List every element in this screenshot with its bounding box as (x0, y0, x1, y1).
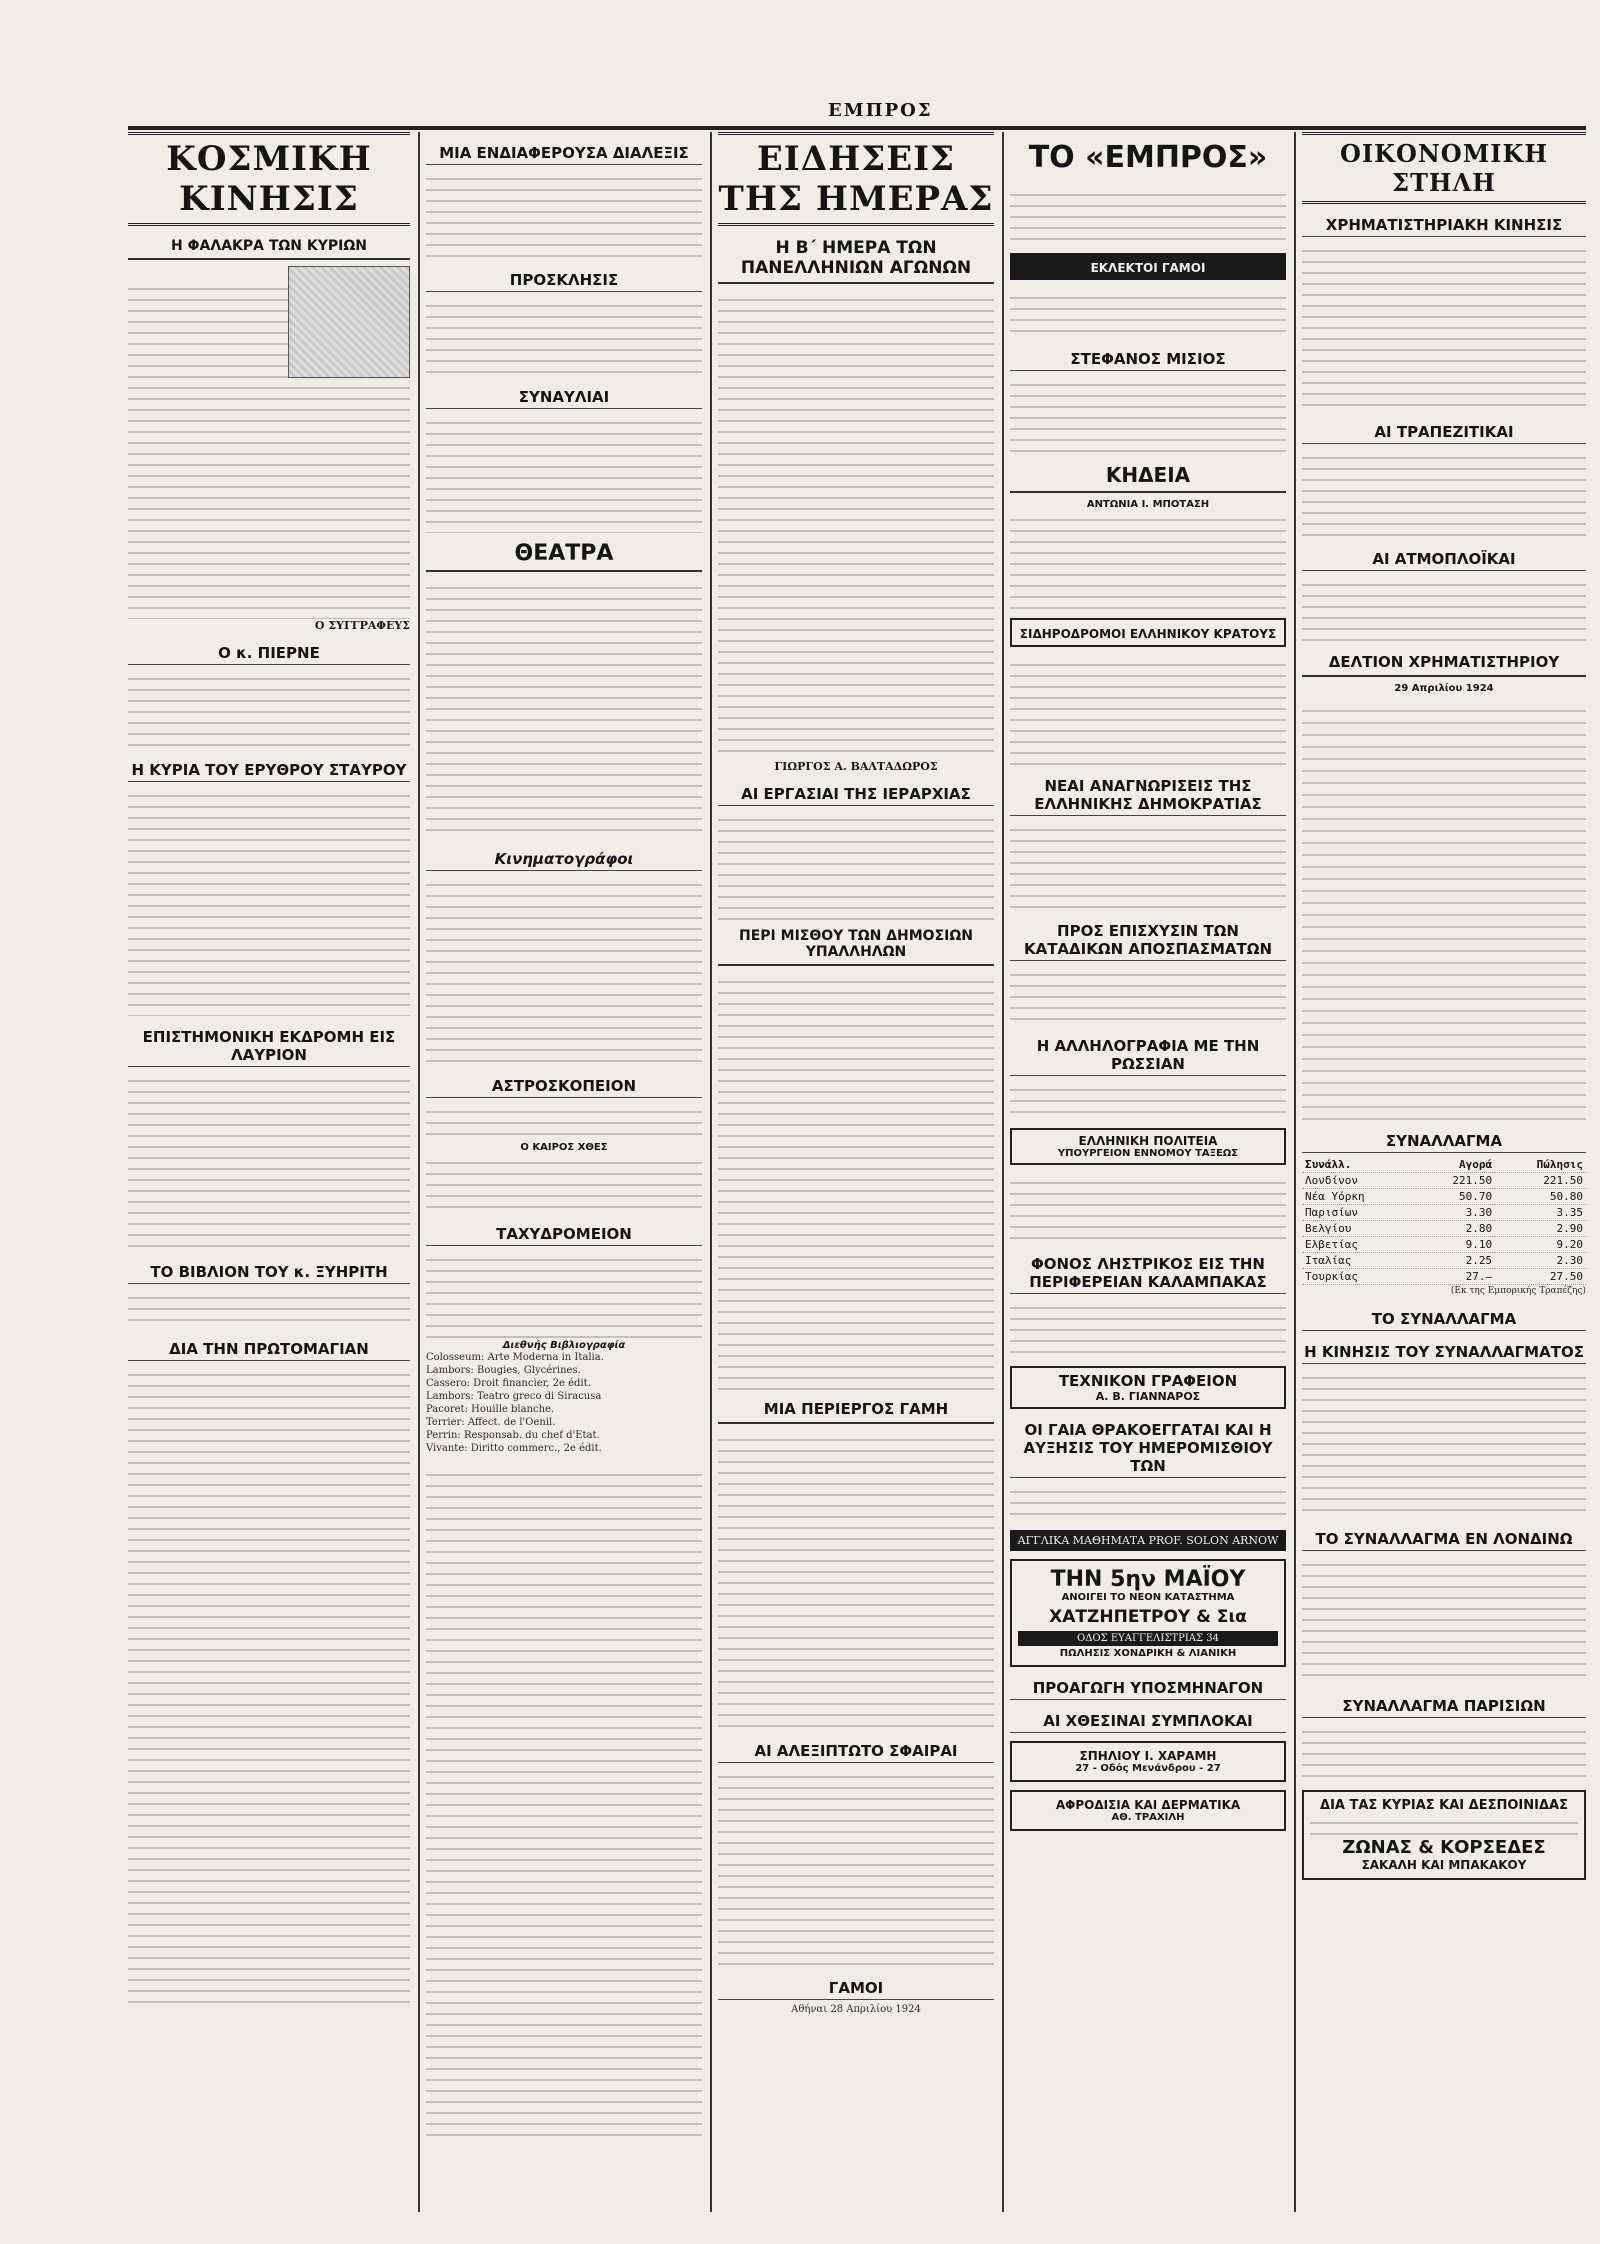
article-body (1010, 1298, 1286, 1358)
fx-sell: 27.50 (1495, 1269, 1586, 1285)
masthead (128, 100, 1586, 130)
bibliography-item: Lambors: Teatro greco di Siracusa (426, 1391, 602, 1402)
store-address: ΟΔΟΣ ΕΥΑΓΓΕΛΙΣΤΡΙΑΣ 34 (1018, 1631, 1278, 1646)
fx-currency: Βελγίου (1302, 1221, 1416, 1237)
article-body (1302, 575, 1586, 645)
article-body (128, 669, 410, 749)
tech-office-ad (1010, 1366, 1286, 1409)
article-headline: ΠΡΟΑΓΩΓΗ ΥΠΟΣΜΗΝΑΓΟΝ (1010, 1677, 1286, 1700)
article-headline: ΟΙ ΓΑΙΑ ΘΡΑΚΟΕΓΓΑΤΑΙ ΚΑΙ Η ΑΥΞΗΣΙΣ ΤΟΥ ΗΜΕΡΟΜΙΣΘΙΟΥ ΤΩΝ (1010, 1419, 1286, 1478)
article-headline: ΕΠΙΣΤΗΜΟΝΙΚΗ ΕΚΔΡΟΜΗ ΕΙΣ ΛΑΥΡΙΟΝ (128, 1026, 410, 1067)
article-headline: ΤΟ ΒΙΒΛΙΟΝ ΤΟΥ κ. ΞΥΗΡΙΤΗ (128, 1261, 410, 1284)
article-body (1010, 820, 1286, 910)
fx-buy: 50.70 (1416, 1189, 1495, 1205)
english-lessons-text: ΑΓΓΛΙΚΑ ΜΑΘΗΜΑΤΑ PROF. SOLON ARNOW (1017, 1534, 1279, 1547)
article-body (1302, 1722, 1586, 1782)
fx-source: (Εκ της Εμπορικής Τραπέζης) (1450, 1286, 1586, 1296)
column-rule (1002, 132, 1004, 2212)
article-body (426, 1102, 702, 1142)
article-body (1302, 1555, 1586, 1685)
section-title: ΕΙΔΗΣΕΙΣ ΤΗΣ ΗΜΕΡΑΣ (718, 132, 994, 226)
bulletin-date: 29 Απριλίου 1924 (1394, 683, 1494, 694)
article-body (1010, 655, 1286, 765)
skin-doctor-title: ΑΦΡΟΔΙΣΙΑ ΚΑΙ ΔΕΡΜΑΤΙΚΑ (1055, 1798, 1241, 1812)
article-body (1302, 448, 1586, 538)
article-headline: Η ΚΙΝΗΣΙΣ ΤΟΥ ΣΥΝΑΛΛΑΓΜΑΤΟΣ (1302, 1341, 1586, 1364)
article-headline: ΑΙ ΧΘΕΣΙΝΑΙ ΣΥΜΠΛΟΚΑΙ (1010, 1710, 1286, 1733)
article-body (718, 290, 994, 760)
fx-currency: Νέα Υόρκη (1302, 1189, 1416, 1205)
fx-header-cell: Αγορά (1416, 1157, 1495, 1173)
fx-row (1302, 1237, 1586, 1253)
article-headline: ΜΙΑ ΠΕΡΙΕΡΓΟΣ ΓΑΜΗ (718, 1396, 994, 1424)
article-headline: ΚΗΔΕΙΑ (1010, 459, 1286, 493)
article-headline: ΤΟ ΣΥΝΑΛΛΑΓΜΑ (1302, 1308, 1586, 1331)
article-body (128, 1071, 410, 1251)
article-body (426, 1153, 702, 1213)
article-headline: ΤΑΧΥΔΡΟΜΕΙΟΝ (426, 1223, 702, 1246)
article-body (1010, 1482, 1286, 1522)
masthead-title: ΕΜΠΡΟΣ (828, 100, 933, 121)
article-body (1010, 510, 1286, 610)
fx-row (1302, 1221, 1586, 1237)
fx-row (1302, 1269, 1586, 1285)
article-body (1302, 1368, 1586, 1518)
article-body (426, 413, 702, 533)
fx-buy: 27.— (1416, 1269, 1495, 1285)
eye-doctor-address: 27 - Οδός Μενάνδρου - 27 (1075, 1763, 1221, 1774)
article-headline: ΓΑΜΟΙ (718, 1977, 994, 2000)
fx-buy: 221.50 (1416, 1173, 1495, 1189)
article-headline: ΑΙ ΑΛΕΞΙΠΤΩΤΟ ΣΦΑΙΡΑΙ (718, 1740, 994, 1763)
article-body (426, 1465, 702, 2145)
article-headline: ΤΟ ΣΥΝΑΛΛΑΓΜΑ ΕΝ ΛΟΝΔΙΝΩ (1302, 1528, 1586, 1551)
article-body (128, 786, 410, 1016)
article-body (1010, 965, 1286, 1025)
article-headline: ΠΡΟΣ ΕΠΙΣΧΥΣΙΝ ΤΩΝ ΚΑΤΑΔΙΚΩΝ ΑΠΟΣΠΑΣΜΑΤΩΝ (1010, 920, 1286, 961)
fx-buy: 2.80 (1416, 1221, 1495, 1237)
section-title: ΟΙΚΟΝΟΜΙΚΗ ΣΤΗΛΗ (1302, 132, 1586, 204)
fx-sell: 2.90 (1495, 1221, 1586, 1237)
article-headline: ΣΤΕΦΑΝΟΣ ΜΙΣΙΟΣ (1010, 348, 1286, 371)
article-headline: ΑΙ ΑΤΜΟΠΛΟΪΚΑΙ (1302, 548, 1586, 571)
article-headline: Η Β΄ ΗΜΕΡΑ ΤΩΝ ΠΑΝΕΛΛΗΝΙΩΝ ΑΓΩΝΩΝ (718, 234, 994, 284)
illustration-image (288, 266, 410, 378)
column-news (718, 132, 994, 2212)
weather-title: Ο ΚΑΙΡΟΣ ΧΘΕΣ (520, 1142, 608, 1153)
article-body (426, 578, 702, 838)
article-headline: ΑΙ ΕΡΓΑΣΙΑΙ ΤΗΣ ΙΕΡΑΡΧΙΑΣ (718, 783, 994, 806)
railways-box (1010, 618, 1286, 647)
fx-currency: Ιταλίας (1302, 1253, 1416, 1269)
corset-ad-brand: ΖΩΝΑΣ & ΚΟΡΣΕΔΕΣ (1342, 1836, 1546, 1858)
fx-currency: Λονδίνον (1302, 1173, 1416, 1189)
column-rule (1294, 132, 1296, 2212)
article-headline: Η ΑΛΛΗΛΟΓΡΑΦΙΑ ΜΕ ΤΗΝ ΡΩΣΣΙΑΝ (1010, 1035, 1286, 1076)
notice-title: ΕΚΛΕΚΤΟΙ ΓΑΜΟΙ (1090, 261, 1206, 275)
english-lessons-ad (1010, 1530, 1286, 1551)
article-signature: Ο ΣΥΓΓΡΑΦΕΥΣ (314, 618, 410, 632)
newspaper-page (128, 100, 1586, 2220)
fx-buy: 2.25 (1416, 1253, 1495, 1269)
fx-currency: Παρισίων (1302, 1205, 1416, 1221)
article-headline: Η ΚΥΡΙΑ ΤΟΥ ΕΡΥΘΡΟΥ ΣΤΑΥΡΟΥ (128, 759, 410, 782)
article-body (1010, 288, 1286, 338)
bibliography-item: Terrier: Affect. de l'Oenil. (426, 1417, 556, 1428)
column-events (426, 132, 702, 2212)
article-headline: ΜΙΑ ΕΝΔΙΑΦΕΡΟΥΣΑ ΔΙΑΛΕΞΙΣ (426, 142, 702, 165)
store-opening-ad (1010, 1559, 1286, 1667)
article-byline: ΓΙΩΡΓΟΣ Α. ΒΑΛΤΑΔΩΡΟΣ (774, 760, 938, 773)
eye-doctor-ad (1010, 1741, 1286, 1782)
fx-sell: 50.80 (1495, 1189, 1586, 1205)
article-headline: ΠΕΡΙ ΜΙΣΘΟΥ ΤΩΝ ΔΗΜΟΣΙΩΝ ΥΠΑΛΛΗΛΩΝ (718, 924, 994, 966)
fx-header-cell: Πώλησις (1495, 1157, 1586, 1173)
fx-row (1302, 1173, 1586, 1189)
article-headline: ΔΕΛΤΙΟΝ ΧΡΗΜΑΤΙΣΤΗΡΙΟΥ (1302, 649, 1586, 677)
corset-ad-body (1310, 1813, 1578, 1837)
store-opening-date: ΤΗΝ 5ην ΜΑΪΟΥ (1050, 1567, 1246, 1592)
column-rule (418, 132, 420, 2212)
obituary-name: ΑΝΤΩΝΙΑ Ι. ΜΠΟΤΑΣΗ (1086, 499, 1210, 510)
article-body (1010, 185, 1286, 245)
fx-sell: 221.50 (1495, 1173, 1586, 1189)
bibliography-list (426, 1351, 702, 1455)
article-body (128, 1365, 410, 2005)
column-rule (710, 132, 712, 2212)
article-headline: ΠΡΟΣΚΛΗΣΙΣ (426, 269, 702, 292)
fx-sell: 2.30 (1495, 1253, 1586, 1269)
article-headline: ΘΕΑΤΡΑ (426, 537, 702, 572)
article-headline: ΣΥΝΑΥΛΙΑΙ (426, 386, 702, 409)
article-headline: ΑΣΤΡΟΣΚΟΠΕΙΟΝ (426, 1075, 702, 1098)
article-body (1010, 375, 1286, 455)
article-headline: ΤΟ «ΕΜΠΡΟΣ» (1028, 140, 1268, 175)
article-headline: ΦΟΝΟΣ ΛΗΣΤΡΙΚΟΣ ΕΙΣ ΤΗΝ ΠΕΡΙΦΕΡΕΙΑΝ ΚΑΛΑΜΠΑΚΑΣ (1010, 1253, 1286, 1294)
article-headline: ΔΙΑ ΤΗΝ ΠΡΩΤΟΜΑΓΙΑΝ (128, 1338, 410, 1361)
section-title: ΚΟΣΜΙΚΗ ΚΙΝΗΣΙΣ (128, 132, 410, 226)
column-economy (1302, 132, 1586, 2212)
tech-office-name: Α. Β. ΓΙΑΝΝΑΡΟΣ (1095, 1390, 1201, 1403)
skin-doctor-name: ΑΘ. ΤΡΑΧΙΛΗ (1111, 1812, 1185, 1823)
fx-buy: 3.30 (1416, 1205, 1495, 1221)
ministry-box (1010, 1128, 1286, 1165)
fx-header-row (1302, 1157, 1586, 1173)
store-opening-sub: ΑΝΟΙΓΕΙ ΤΟ ΝΕΟΝ ΚΑΤΑΣΤΗΜΑ (1061, 1592, 1235, 1603)
article-headline: ΣΥΝΑΛΛΑΓΜΑ ΠΑΡΙΣΙΩΝ (1302, 1695, 1586, 1718)
fx-row (1302, 1189, 1586, 1205)
eye-doctor-name: ΣΠΗΛΙΟΥ Ι. ΧΑΡΑΜΗ (1079, 1749, 1217, 1763)
store-brand: ΧΑΤΖΗΠΕΤΡΟΥ & Σια (1049, 1607, 1247, 1627)
article-body (426, 169, 702, 259)
article-body (718, 810, 994, 920)
article-body (718, 1430, 994, 1730)
tech-office-title: ΤΕΧΝΙΚΟΝ ΓΡΑΦΕΙΟΝ (1058, 1372, 1238, 1390)
article-headline: Η ΦΑΛΑΚΡΑ ΤΩΝ ΚΥΡΙΩΝ (128, 234, 410, 260)
date-line: Αθήναι 28 Απριλίου 1924 (791, 2004, 921, 2015)
fx-row (1302, 1253, 1586, 1269)
notice-banner (1010, 253, 1286, 280)
bibliography-item: Colosseum: Arte Moderna in Italia. (426, 1352, 604, 1363)
fx-row (1302, 1205, 1586, 1221)
article-body (426, 296, 702, 376)
article-headline: ΣΥΝΑΛΛΑΓΜΑ (1302, 1130, 1586, 1153)
fx-table (1302, 1157, 1586, 1285)
article-headline: ΝΕΑΙ ΑΝΑΓΝΩΡΙΣΕΙΣ ΤΗΣ ΕΛΛΗΝΙΚΗΣ ΔΗΜΟΚΡΑΤΙΑΣ (1010, 775, 1286, 816)
article-headline: Ο κ. ΠΙΕΡΝΕ (128, 642, 410, 665)
article-body (426, 875, 702, 1065)
bibliography-title: Διεθνής Βιβλιογραφία (502, 1340, 626, 1351)
bibliography-item: Perrin: Responsab. du chef d'Etat. (426, 1430, 600, 1441)
article-body (718, 972, 994, 1392)
fx-header-cell: Συνάλλ. (1302, 1157, 1416, 1173)
corset-ad-title: ΔΙΑ ΤΑΣ ΚΥΡΙΑΣ ΚΑΙ ΔΕΣΠΟΙΝΙΔΑΣ (1320, 1797, 1568, 1813)
column-notices (1010, 132, 1286, 2212)
fx-currency: Τουρκίας (1302, 1269, 1416, 1285)
article-body (718, 1767, 994, 1967)
article-headline: ΑΙ ΤΡΑΠΕΖΙΤΙΚΑΙ (1302, 421, 1586, 444)
bibliography-item: Cassero: Droit financier, 2e édit. (426, 1378, 591, 1389)
fx-currency: Ελβετίας (1302, 1237, 1416, 1253)
corset-ad-shop: ΣΑΚΑΛΗ ΚΑΙ ΜΠΑΚΑΚΟΥ (1361, 1857, 1527, 1872)
article-body (1010, 1080, 1286, 1120)
skin-doctor-ad (1010, 1790, 1286, 1831)
store-tagline: ΠΩΛΗΣΙΣ ΧΟΝΔΡΙΚΗ & ΛΙΑΝΙΚΗ (1059, 1648, 1237, 1659)
railways-title: ΣΙΔΗΡΟΔΡΟΜΟΙ ΕΛΛΗΝΙΚΟΥ ΚΡΑΤΟΥΣ (1019, 627, 1277, 641)
bibliography-item: Pacoret: Houille blanche. (426, 1404, 555, 1415)
column-society (128, 132, 410, 2212)
article-body (128, 1288, 410, 1328)
fx-buy: 9.10 (1416, 1237, 1495, 1253)
ministry-subtitle: ΥΠΟΥΡΓΕΙΟΝ ΕΝΝΟΜΟΥ ΤΑΞΕΩΣ (1057, 1148, 1239, 1159)
article-headline: ΧΡΗΜΑΤΙΣΤΗΡΙΑΚΗ ΚΙΝΗΣΙΣ (1302, 214, 1586, 237)
article-body (426, 1250, 702, 1340)
article-headline: Κινηματογράφοι (426, 848, 702, 871)
bibliography-item: Lambors: Bougies, Glycérines. (426, 1365, 581, 1376)
bibliography-item: Vivante: Diritto commerc., 2e édit. (426, 1443, 602, 1454)
fx-sell: 9.20 (1495, 1237, 1586, 1253)
corset-ad (1302, 1790, 1586, 1880)
article-body (1302, 241, 1586, 411)
article-body (1010, 1173, 1286, 1243)
stock-listing-table (1302, 700, 1586, 1120)
fx-sell: 3.35 (1495, 1205, 1586, 1221)
ministry-title: ΕΛΛΗΝΙΚΗ ΠΟΛΙΤΕΙΑ (1078, 1134, 1218, 1148)
